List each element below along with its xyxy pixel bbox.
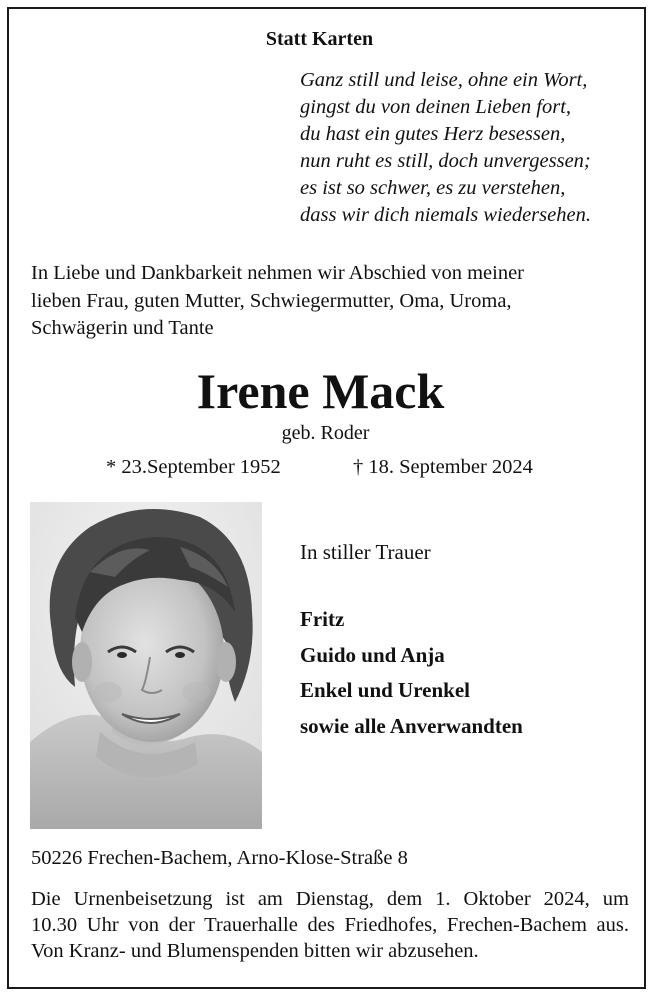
mourning-label: In stiller Trauer xyxy=(300,540,431,564)
intro-line: Schwägerin und Tante xyxy=(31,317,214,339)
poem-line: nun ruht es still, doch unvergessen; xyxy=(300,150,591,172)
poem xyxy=(300,67,591,229)
address: 50226 Frechen-Bachem, Arno-Klose-Straße 8 xyxy=(31,847,408,869)
mourner-name: Enkel und Urenkel xyxy=(300,678,470,702)
poem-line: gingst du von deinen Lieben fort, xyxy=(300,96,572,118)
funeral-line: Von Kranz- und Blumenspenden bitten wir abzusehen. xyxy=(31,940,479,962)
intro-line: In Liebe und Dankbarkeit nehmen wir Abschied von meiner xyxy=(31,262,524,284)
deceased-name: Irene Mack xyxy=(196,363,445,419)
funeral-line: 10.30 Uhr von der Trauerhalle des Friedhofes, Frechen-Bachem aus. xyxy=(31,914,629,936)
header-title: Statt Karten xyxy=(265,28,374,50)
intro-text xyxy=(31,260,631,343)
mourner-name: sowie alle Anverwandten xyxy=(300,713,523,738)
funeral-line: Die Urnenbeisetzung ist am Dienstag, dem 1. Oktober 2024, um xyxy=(31,888,629,910)
obituary-card xyxy=(7,7,646,989)
funeral-info xyxy=(31,886,629,964)
portrait-photo xyxy=(30,502,262,829)
maiden-name: geb. Roder xyxy=(281,422,370,444)
mourner-name: Fritz xyxy=(300,607,345,631)
intro-line: lieben Frau, guten Mutter, Schwiegermutter, Oma, Uroma, xyxy=(31,289,512,312)
death-date: † 18. September 2024 xyxy=(353,456,533,478)
poem-line: du hast ein gutes Herz besessen, xyxy=(300,123,566,145)
poem-line: dass wir dich niemals wiedersehen. xyxy=(300,204,591,226)
poem-line: es ist so schwer, es zu verstehen, xyxy=(300,177,566,199)
poem-line: Ganz still und leise, ohne ein Wort, xyxy=(300,69,588,91)
mourner-name: Guido und Anja xyxy=(300,642,445,667)
birth-date: * 23.September 1952 xyxy=(106,456,281,478)
mourners-list xyxy=(300,602,523,744)
